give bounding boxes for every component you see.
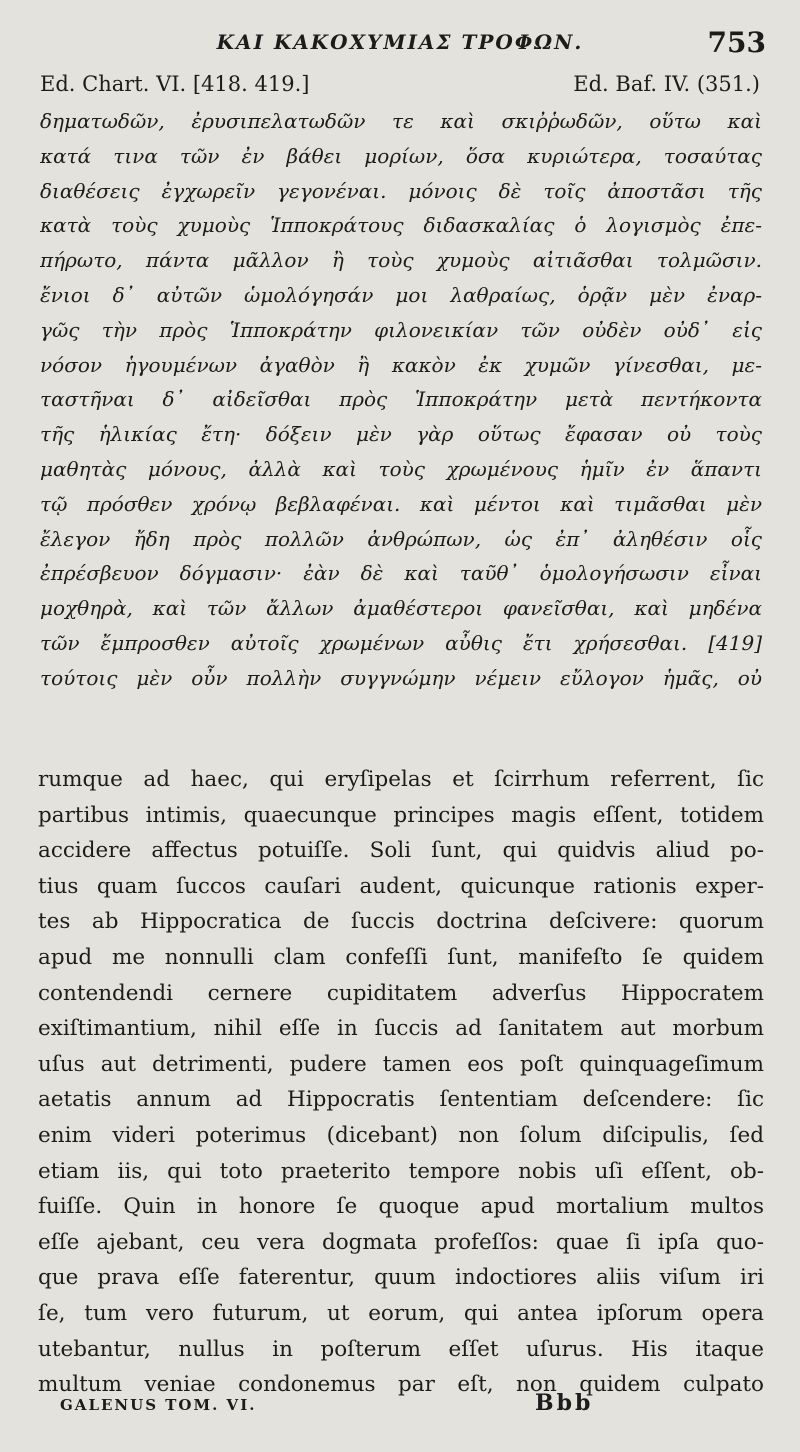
greek-line: τῆς ἡλικίας ἔτη· δόξειν μὲν γὰρ οὕτως ἔφασαν οὐ τοὺς bbox=[40, 422, 762, 447]
latin-line: enim videri poterimus (dicebant) non ſolum diſcipulis, ſed bbox=[38, 1122, 764, 1148]
latin-line: multum veniae condonemus par eſt, non quidem culpato bbox=[38, 1372, 764, 1398]
greek-line: κατά τινα τῶν ἐν βάθει μορίων, ὅσα κυριώτερα, τοσαύτας bbox=[40, 143, 762, 168]
greek-line: δηματωδῶν, ἐρυσιπελατωδῶν τε καὶ σκιῤῥωδῶν, οὕτω καὶ bbox=[40, 109, 762, 133]
greek-line: ἔνιοι δ᾽ αὐτῶν ὡμολόγησάν μοι λαθραίως, ὁρᾷν μὲν ἐναρ- bbox=[40, 282, 762, 307]
latin-line: que prava eſſe faterentur, quum indoctiores aliis viſum iri bbox=[38, 1265, 764, 1291]
greek-line: μοχθηρὰ, καὶ τῶν ἄλλων ἀμαθέστεροι φανεῖσθαι, καὶ μηδένα bbox=[40, 596, 762, 621]
greek-line: μαθητὰς μόνους, ἀλλὰ καὶ τοὺς χρωμένους ἡμῖν ἐν ἅπαντι bbox=[40, 456, 762, 481]
latin-line: tius quam ſuccos cauſari audent, quicunque rationis exper- bbox=[38, 873, 764, 899]
latin-line: tes ab Hippocratica de ſuccis doctrina deſcivere: quorum bbox=[38, 909, 764, 935]
greek-line: γῶς τὴν πρὸς Ἱπποκράτην φιλονεικίαν τῶν οὐδὲν οὐδ᾽ εἰς bbox=[40, 317, 762, 342]
latin-line: partibus intimis, quaecunque principes magis eſſent, totidem bbox=[38, 802, 764, 828]
latin-line: aetatis annum ad Hippocratis ſententiam deſcendere: ſic bbox=[38, 1087, 764, 1113]
greek-line: ἐπρέσβευον δόγμασιν· ἐὰν δὲ καὶ ταῦθ᾽ ὁμολογήσωσιν εἶναι bbox=[40, 561, 762, 586]
greek-line: διαθέσεις ἐγχωρεῖν γεγονέναι. μόνοις δὲ τοῖς ἀποστᾶσι τῆς bbox=[40, 178, 762, 203]
greek-line: ταστῆναι δ᾽ αἰδεῖσθαι πρὸς Ἱπποκράτην μετὰ πεντήκοντα bbox=[40, 387, 762, 412]
edition-line bbox=[40, 72, 760, 100]
greek-line: κατὰ τοὺς χυμοὺς Ἱπποκράτους διδασκαλίας ὁ λογισμὸς ἐπε- bbox=[40, 213, 762, 238]
latin-line: rumque ad haec, qui eryſipelas et ſcirrhum referrent, ſic bbox=[38, 767, 764, 792]
latin-line: contendendi cernere cupiditatem adverſus Hippocratem bbox=[38, 980, 764, 1006]
signature-mark: Bbb bbox=[535, 1390, 594, 1416]
greek-line: πήρωτο, πάντα μᾶλλον ἢ τοὺς χυμοὺς αἰτιᾶσθαι τολμῶσιν. bbox=[40, 248, 762, 273]
latin-line: etiam iis, qui toto praeterito tempore nobis uſi eſſent, ob- bbox=[38, 1158, 764, 1184]
greek-line: ἔλεγον ἤδη πρὸς πολλῶν ἀνθρώπων, ὡς ἐπ᾽ ἀληθέσιν οἷς bbox=[40, 526, 762, 551]
volume-footer: GALENUS TOM. VI. bbox=[60, 1396, 257, 1414]
latin-line: apud me nonnulli clam confeſſi ſunt, manifeſto ſe quidem bbox=[38, 944, 764, 970]
greek-line: νόσον ἡγουμένων ἀγαθὸν ἢ κακὸν ἐκ χυμῶν γίνεσθαι, με- bbox=[40, 352, 762, 377]
latin-line: fuiſſe. Quin in honore ſe quoque apud mortalium multos bbox=[38, 1194, 764, 1220]
page-number: 753 bbox=[707, 26, 766, 59]
latin-line: eſſe ajebant, ceu vera dogmata profeſſos: quae ſi ipſa quo- bbox=[38, 1229, 764, 1255]
latin-line: uſus aut detrimenti, pudere tamen eos poſt quinquageſimum bbox=[38, 1051, 764, 1077]
latin-line: utebantur, nullus in poſterum eſſet uſurus. His itaque bbox=[38, 1336, 764, 1362]
greek-line: τῷ πρόσθεν χρόνῳ βεβλαφέναι. καὶ μέντοι καὶ τιμᾶσθαι μὲν bbox=[40, 491, 762, 516]
greek-line: τῶν ἔμπροσθεν αὐτοῖς χρωμένων αὖθις ἔτι χρήσεσθαι. [419] bbox=[40, 630, 762, 655]
latin-line: accidere affectus potuiſſe. Soli ſunt, qui quidvis aliud po- bbox=[38, 838, 764, 864]
greek-line: τούτοις μὲν οὖν πολλὴν συγγνώμην νέμειν εὔλογον ἡμᾶς, οὐ bbox=[40, 665, 762, 690]
running-title: ΚΑΙ ΚΑΚΟΧΥΜΙΑΣ ΤΡΟΦΩΝ. bbox=[216, 30, 584, 54]
latin-line: exiſtimantium, nihil eſſe in ſuccis ad ſanitatem aut morbum bbox=[38, 1016, 764, 1042]
latin-line: ſe, tum vero futurum, ut eorum, qui antea ipſorum opera bbox=[38, 1300, 764, 1326]
latin-text-block bbox=[38, 762, 764, 1403]
edition-left: Ed. Chart. VI. [418. 419.] bbox=[40, 72, 310, 96]
greek-text-block bbox=[40, 104, 762, 696]
edition-right: Ed. Baf. IV. (351.) bbox=[573, 72, 760, 96]
